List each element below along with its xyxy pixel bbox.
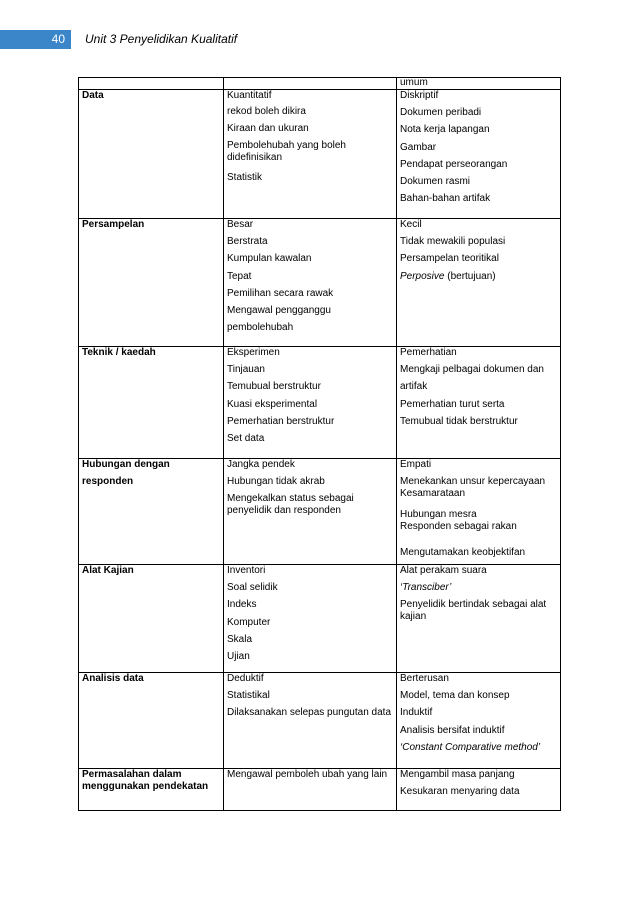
table-cell	[224, 78, 397, 90]
qualitative-cell: Berterusan Model, tema dan konsep Induktif Analisis bersifat induktif ‘Constant Comparative method’	[397, 673, 561, 769]
table-row	[79, 673, 561, 769]
quantitative-cell: Besar Berstrata Kumpulan kawalan Tepat Pemilihan secara rawak Mengawal pengganggu pembolehubah	[224, 219, 397, 347]
page-number: 40	[0, 30, 71, 49]
row-label: Teknik / kaedah	[79, 347, 224, 459]
qualitative-cell: Alat perakam suara ‘Transciber’ Penyelidik bertindak sebagai alat kajian	[397, 565, 561, 673]
qualitative-cell: Mengambil masa panjang Kesukaran menyaring data	[397, 769, 561, 811]
qualitative-cell: Empati Menekankan unsur kepercayaan Kesamarataan Hubungan mesra Responden sebagai rakan Mengutamakan keobjektifan	[397, 459, 561, 565]
table-row	[79, 347, 561, 459]
qualitative-cell: Kecil Tidak mewakili populasi Persampelan teoritikal Perposive (bertujuan)	[397, 219, 561, 347]
page-header	[0, 30, 638, 49]
quantitative-cell: Inventori Soal selidik Indeks Komputer Skala Ujian	[224, 565, 397, 673]
table-row	[79, 565, 561, 673]
table-cell: umum	[397, 78, 561, 90]
table-row	[79, 78, 561, 90]
table-row	[79, 90, 561, 219]
qualitative-cell: Diskriptif Dokumen peribadi Nota kerja lapangan Gambar Pendapat perseorangan Dokumen rasmi Bahan-bahan artifak	[397, 90, 561, 219]
row-label: Persampelan	[79, 219, 224, 347]
table-row	[79, 459, 561, 565]
quantitative-cell: Jangka pendek Hubungan tidak akrab Mengekalkan status sebagai penyelidik dan responden	[224, 459, 397, 565]
row-label: Data	[79, 90, 224, 219]
qualitative-cell: Pemerhatian Mengkaji pelbagai dokumen dan artifak Pemerhatian turut serta Temubual tidak berstruktur	[397, 347, 561, 459]
comparison-table	[78, 77, 561, 811]
row-label: Analisis data	[79, 673, 224, 769]
table-cell	[79, 78, 224, 90]
unit-title: Unit 3 Penyelidikan Kualitatif	[85, 32, 238, 46]
row-label: Hubungan dengan responden	[79, 459, 224, 565]
quantitative-cell: Eksperimen Tinjauan Temubual berstruktur Kuasi eksperimental Pemerhatian berstruktur Set data	[224, 347, 397, 459]
table-row	[79, 769, 561, 811]
quantitative-cell: Mengawal pemboleh ubah yang lain	[224, 769, 397, 811]
row-label: Alat Kajian	[79, 565, 224, 673]
quantitative-cell: Deduktif Statistikal Dilaksanakan selepas pungutan data	[224, 673, 397, 769]
table-row	[79, 219, 561, 347]
quantitative-cell: Kuantitatif rekod boleh dikira Kiraan dan ukuran Pembolehubah yang boleh didefinisikan Statistik	[224, 90, 397, 219]
row-label: Permasalahan dalam menggunakan pendekatan	[79, 769, 224, 811]
